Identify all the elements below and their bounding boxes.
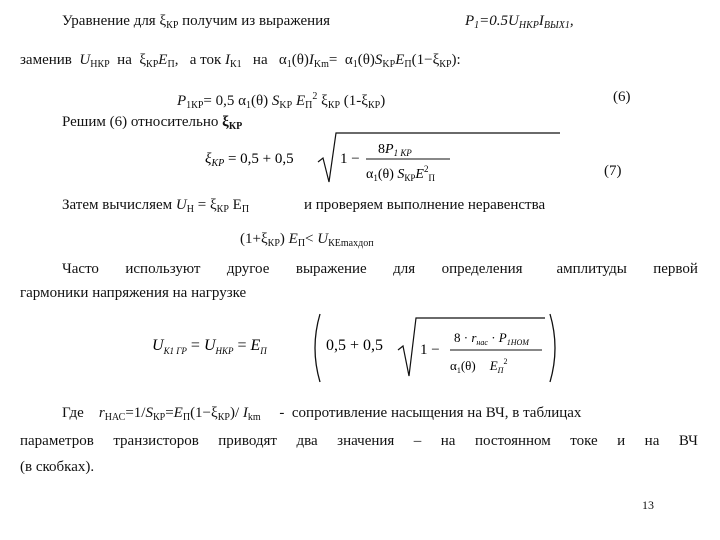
formula-7 — [200, 130, 600, 190]
formula-8-one-minus: 1 − — [420, 342, 440, 358]
paragraph-2-line-1: Где $r_{НАС}=1/S_{КР}=E_П(1-\xi_{КР})/$ $I_{km}$ - сопротивление насыщения на ВЧ, в таблицах — [62, 405, 582, 423]
equation-7-number: (7) — [604, 163, 622, 179]
formula-8-left-paren — [315, 314, 320, 382]
equation-6-number: (6) — [613, 89, 631, 105]
formula-7-denominator: $\alpha_1(\theta)$ $S_{КР}E^2_П$ — [366, 164, 435, 183]
formula-8-mid: 0,5 + 0,5 — [326, 337, 384, 354]
formula-8-lhs: $U_{К1 ГР} = U_{НКР} = E_П$ — [152, 337, 267, 356]
equation-6: $P_{1КР}= 0,5$ $\alpha_1(\theta)$ $S_{KР}$ $E_П^2$ $\xi_{КР}$ $(1-\xi_{КР})$ — [177, 91, 386, 111]
paragraph-1-line-1: Часто используют другое выражение для определения амплитуды первой — [62, 261, 698, 277]
formula-7-lhs: $\xi_{КР} = 0,5 + 0,5$ — [205, 151, 294, 169]
page-number: 13 — [642, 498, 654, 512]
formula-8 — [150, 310, 570, 390]
formula-7-numerator: $8P_{1 КР}$ — [378, 142, 412, 158]
formula-7-one-minus: 1 − — [340, 151, 360, 167]
paragraph-1-line-2: гармоники напряжения на нагрузке — [20, 285, 247, 301]
formula-8-numerator: $8 \cdot r_{нас} \cdot P_{1НОМ}$ — [454, 330, 529, 347]
paragraph-2-line-2: параметров транзисторов приводят два значения – на постоянном токе и на ВЧ — [20, 433, 698, 449]
line-1-text — [62, 12, 574, 35]
line-5-text: Затем вычисляем $U_Н = \xi_{КР}$ $Е_П$ и проверяем выполнение неравенства — [62, 197, 546, 215]
line-5-right: и проверяем выполнение неравенства — [304, 197, 546, 213]
line-1-left: Уравнение для $\xi_{КР}$ получим из выражения — [62, 13, 331, 31]
line-1-formula: $P_1=0.5U_{НКР}I_{ВЫХ1}$, — [465, 13, 574, 31]
formula-8-denominator: $\alpha_1(\theta)$ $E_П^2$ — [450, 357, 508, 375]
formula-8-right-paren — [550, 314, 555, 382]
line-4-text: Решим (6) относительно $\xi_{КР}$ — [62, 114, 243, 132]
inequality: $(1+\xi_{КР})$ $E_П< U_{КЕmaxдоп}$ — [240, 231, 374, 249]
line-2-text: заменив $U_{НКР}$ на $\xi_{КР}E_П$, а ток $I_{К1}$ на $\alpha_1(\theta)I_{Km}= \alpha_1(\theta)S_{KР}E_П(1-\xi_{КР})$: — [20, 52, 461, 70]
paragraph-2-line-3: (в скобках). — [20, 459, 95, 475]
